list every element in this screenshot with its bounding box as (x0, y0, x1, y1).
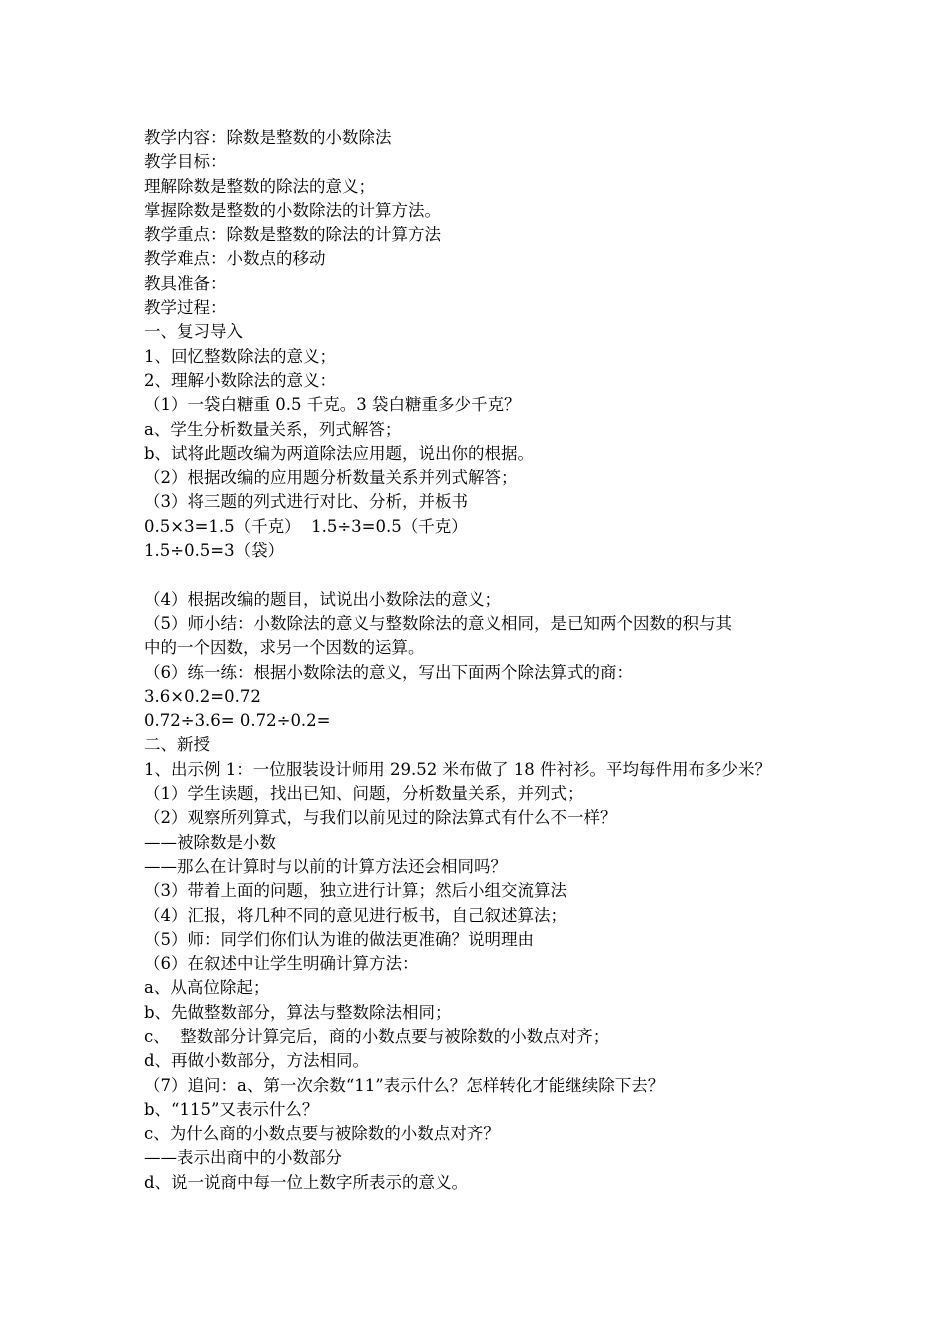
text-line: （5）师小结：小数除法的意义与整数除法的意义相同，是已知两个因数的积与其 (144, 613, 732, 633)
text-line: 教学重点：除数是整数的除法的计算方法 (144, 225, 441, 245)
text-line: 二、新授 (144, 735, 210, 755)
text-line: ——那么在计算时与以前的计算方法还会相同吗？ (144, 856, 507, 876)
text-line: 教具准备： (144, 273, 227, 293)
text-line: a、学生分析数量关系，列式解答； (144, 419, 402, 439)
text-line: c、为什么商的小数点要与被除数的小数点对齐？ (144, 1124, 500, 1144)
text-line: （3）带着上面的问题，独立进行计算；然后小组交流算法 (144, 881, 567, 901)
text-line: 1、回忆整数除法的意义； (144, 346, 336, 366)
text-line: a、从高位除起； (144, 978, 270, 998)
text-line: 中的一个因数，求另一个因数的运算。 (144, 638, 425, 658)
text-line: （1）一袋白糖重 0.5 千克。3 袋白糖重多少千克？ (144, 395, 521, 415)
text-line: 1、出示例 1：一位服装设计师用 29.52 米布做了 18 件衬衫。平均每件用布多少米？ (144, 759, 771, 779)
text-line: （2）观察所列算式，与我们以前见过的除法算式有什么不一样？ (144, 808, 617, 828)
text-line: （2）根据改编的应用题分析数量关系并列式解答； (144, 468, 518, 488)
text-line: 0.5×3=1.5（千克） 1.5÷3=0.5（千克） (144, 516, 468, 536)
text-line: ——被除数是小数 (144, 832, 276, 852)
text-line: 教学目标： (144, 152, 227, 172)
text-line: d、再做小数部分，方法相同。 (144, 1051, 370, 1071)
text-line: （6）练一练：根据小数除法的意义，写出下面两个除法算式的商： (144, 662, 633, 682)
text-line: 掌握除数是整数的小数除法的计算方法。 (144, 200, 441, 220)
text-line: 0.72÷3.6= 0.72÷0.2= (144, 711, 331, 731)
text-line: 教学内容：除数是整数的小数除法 (144, 128, 392, 147)
text-line: 一、复习导入 (144, 322, 243, 342)
text-line: 2、理解小数除法的意义： (144, 370, 336, 390)
text-line: b、试将此题改编为两道除法应用题，说出你的根据。 (144, 443, 535, 463)
text-line: （7）追问：a、第一次余数“11”表示什么？怎样转化才能继续除下去？ (144, 1075, 665, 1095)
text-line: d、说一说商中每一位上数字所表示的意义。 (144, 1172, 469, 1192)
text-line: （4）根据改编的题目，试说出小数除法的意义； (144, 589, 501, 609)
text-line: 1.5÷0.5=3（袋） (144, 541, 285, 561)
text-line: （1）学生读题，找出已知、问题，分析数量关系，并列式； (144, 784, 584, 804)
text-line: b、“115”又表示什么？ (144, 1099, 319, 1119)
text-line: ——表示出商中的小数部分 (144, 1148, 342, 1168)
text-line: （6）在叙述中让学生明确计算方法： (144, 954, 419, 974)
text-line: （4）汇报，将几种不同的意见进行板书，自己叙述算法； (144, 905, 567, 925)
text-line: 3.6×0.2=0.72 (144, 686, 261, 706)
text-line: c、 整数部分计算完后，商的小数点要与被除数的小数点对齐； (144, 1026, 610, 1046)
lesson-plan-text (144, 126, 844, 1195)
text-line: （5）师：同学们你们认为谁的做法更准确？说明理由 (144, 929, 534, 949)
text-line: （3）将三题的列式进行对比、分析，并板书 (144, 492, 468, 512)
text-line: 教学过程： (144, 298, 227, 318)
blank-line (144, 563, 844, 587)
text-line: 理解除数是整数的除法的意义； (144, 176, 375, 196)
text-line: b、先做整数部分，算法与整数除法相同； (144, 1002, 452, 1022)
text-line: 教学难点：小数点的移动 (144, 249, 326, 269)
